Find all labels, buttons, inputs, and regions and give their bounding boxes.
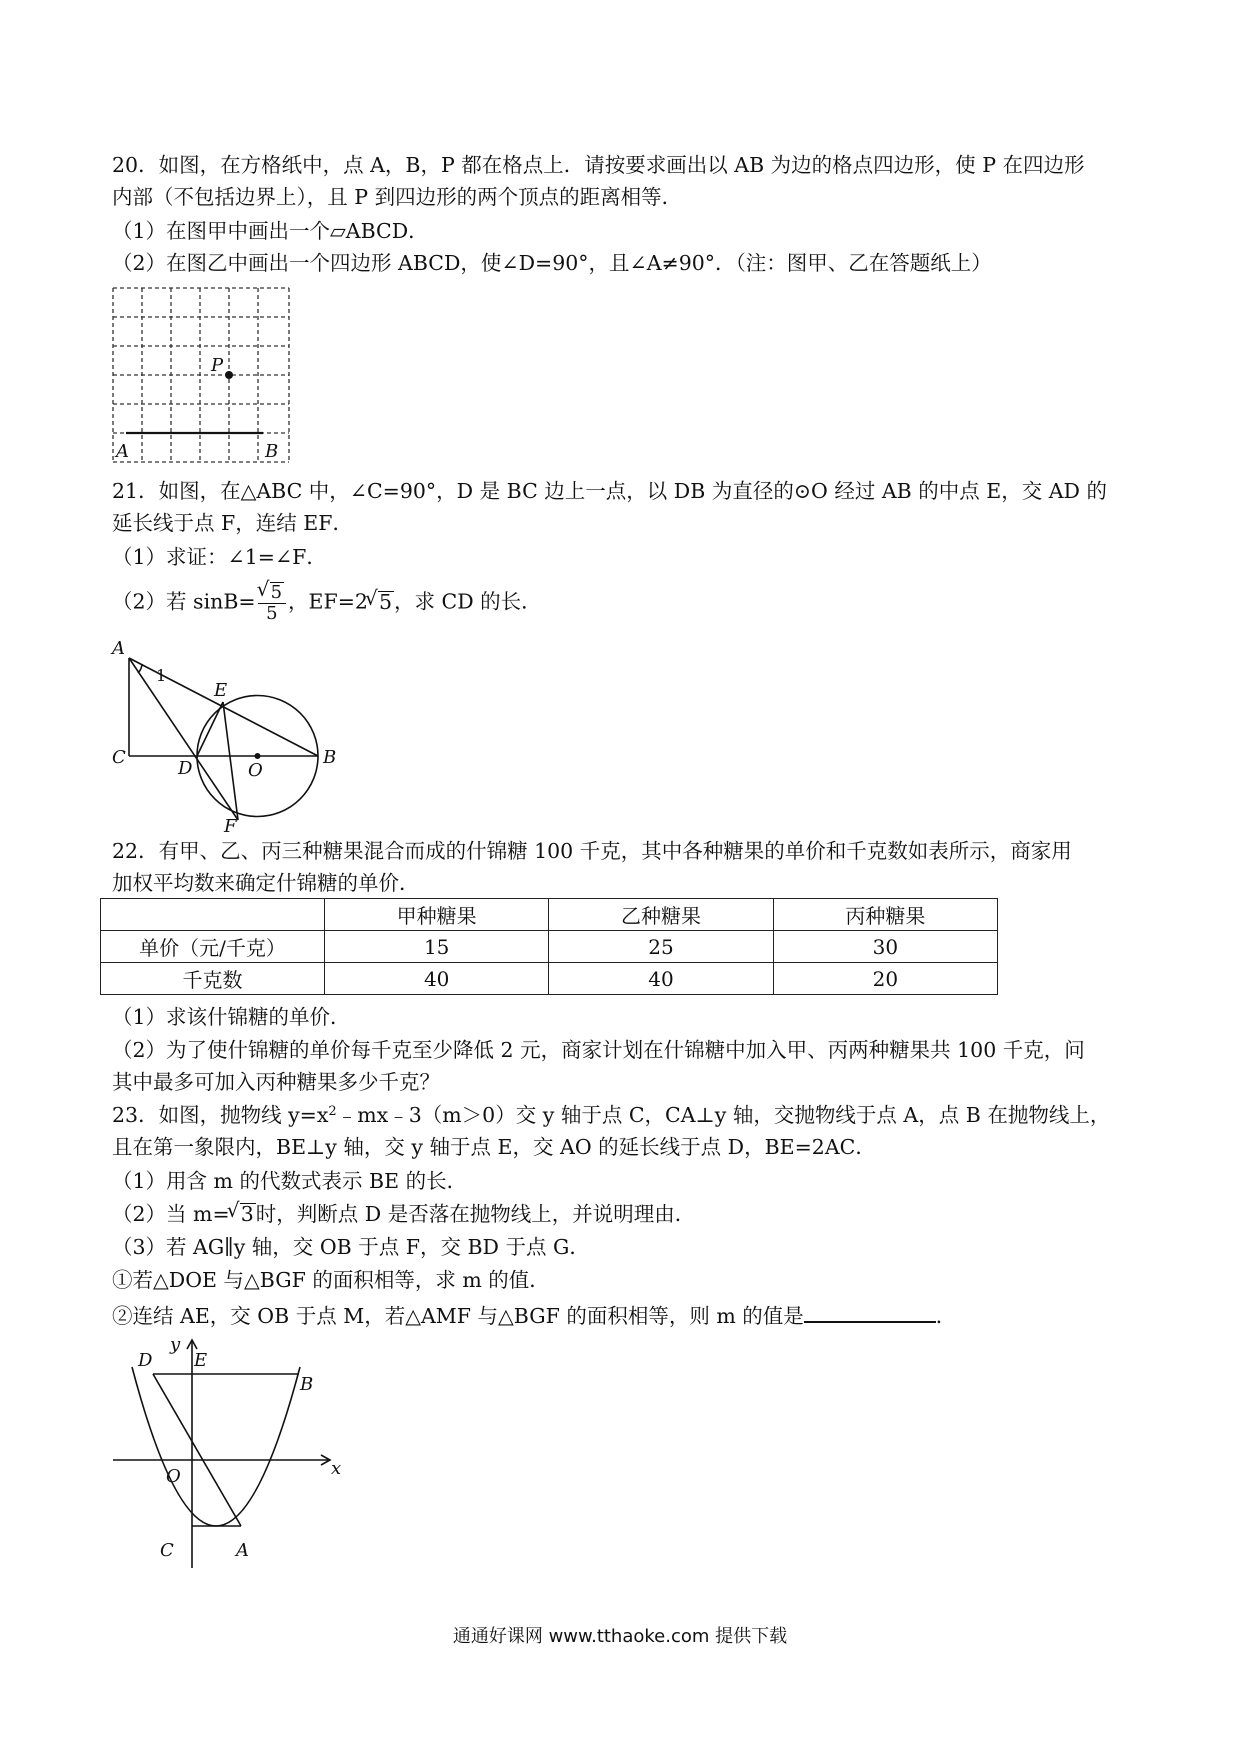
label-b: B: [265, 441, 279, 462]
q23-line2: 且在第一象限内，BE⊥y 轴，交 y 轴于点 E，交 AO 的延长线于点 D，BE=2AC．: [112, 1135, 876, 1159]
label-e23: E: [194, 1350, 208, 1371]
label-f: F: [224, 816, 237, 834]
grid-lines: [113, 288, 289, 462]
label-b23: B: [300, 1374, 314, 1395]
q20-grid-figure: [108, 282, 294, 468]
q23-part2-suffix: 时，判断点 D 是否落在抛物线上，并说明理由．: [255, 1202, 696, 1226]
table-header-cell: 甲种糖果: [325, 899, 549, 931]
table-row: [101, 963, 998, 995]
q22-part1: （1）求该什锦糖的单价．: [112, 1005, 351, 1029]
q23-figure: [108, 1330, 348, 1570]
q23-part3: （3）若 AG∥y 轴，交 OB 于点 F，交 BD 于点 G．: [112, 1235, 590, 1259]
center-o: [255, 753, 261, 759]
table-cell: 单价（元/千克）: [101, 931, 325, 963]
q23-part2-prefix: （2）当 m=: [112, 1202, 230, 1226]
label-1: 1: [156, 666, 167, 685]
table-header-cell: 乙种糖果: [549, 899, 773, 931]
q23-sub1: ①若△DOE 与△BGF 的面积相等，求 m 的值．: [112, 1268, 550, 1292]
sinb-fraction: [258, 582, 286, 624]
label-o: O: [248, 760, 263, 781]
answer-blank: [804, 1299, 936, 1323]
q21-part2-prefix: （2）若 sinB=: [112, 589, 256, 614]
table-cell: 40: [325, 963, 549, 995]
q23-sub2: [112, 1299, 956, 1330]
q21-figure: [108, 636, 348, 834]
table-cell: 15: [325, 931, 549, 963]
sqrt-5-ef: √ 5: [378, 591, 394, 612]
q23-line1-b: ﹣mx﹣3（m＞0）交 y 轴于点 C，CA⊥y 轴，交抛物线于点 A，点 B 在抛物线上，: [336, 1103, 1111, 1127]
q21-part2-mid: ，EF=2: [288, 589, 368, 614]
label-p: P: [211, 355, 224, 376]
exponent-2: 2: [328, 1103, 337, 1119]
label-a: A: [116, 441, 129, 462]
table-cell: 30: [773, 931, 997, 963]
sqrt-3: √ 3: [240, 1203, 256, 1224]
q20-line1: 20．如图，在方格纸中，点 A，B，P 都在格点上．请按要求画出以 AB 为边的格点四边形，使 P 在四边形: [112, 153, 1085, 177]
label-e: E: [214, 680, 228, 701]
q23-sub2-text: ②连结 AE，交 OB 于点 M，若△AMF 与△BGF 的面积相等，则 m 的值是: [112, 1304, 804, 1328]
q21-part1: （1）求证：∠1=∠F．: [112, 545, 327, 569]
point-p: [225, 371, 233, 379]
table-header-cell: 丙种糖果: [773, 899, 997, 931]
q20-part2: （2）在图乙中画出一个四边形 ABCD，使∠D=90°，且∠A≠90°．（注：图甲、乙在答题纸上）: [112, 251, 992, 275]
q23-line1-a: 23．如图，抛物线 y=x: [112, 1103, 329, 1127]
label-x: x: [331, 1458, 342, 1479]
label-a23: A: [236, 1540, 249, 1561]
table-cell: 25: [549, 931, 773, 963]
label-o23: O: [166, 1466, 181, 1487]
q23-line1: [112, 1101, 1110, 1129]
q21-part2: [112, 582, 542, 624]
q22-part2-line2: 其中最多可加入丙种糖果多少千克？: [112, 1070, 440, 1094]
page-footer: 通通好课网 www.tthaoke.com 提供下载: [452, 1626, 788, 1647]
label-d23: D: [138, 1350, 153, 1371]
label-b21: B: [323, 747, 337, 768]
q22-part2-line1: （2）为了使什锦糖的单价每千克至少降低 2 元，商家计划在什锦糖中加入甲、丙两种糖果共 100 千克，问: [112, 1038, 1085, 1062]
table-header-row: [101, 899, 998, 931]
sinb-denominator: 5: [266, 603, 278, 624]
q21-line2: 延长线于点 F，连结 EF．: [112, 511, 353, 535]
segment-da: [153, 1374, 241, 1526]
table-cell: 千克数: [101, 963, 325, 995]
q20-part1: （1）在图甲中画出一个▱ABCD．: [112, 219, 429, 243]
table-header-cell: [101, 899, 325, 931]
sqrt-5-num: √ 5: [270, 582, 284, 603]
table-cell: 20: [773, 963, 997, 995]
q21-part2-suffix: ，求 CD 的长．: [394, 589, 542, 614]
label-y: y: [170, 1334, 181, 1355]
parabola: [132, 1367, 300, 1526]
q21-line1: 21．如图，在△ABC 中，∠C=90°，D 是 BC 边上一点，以 DB 为直径的⊙O 经过 AB 的中点 E，交 AD 的: [112, 479, 1107, 503]
q23-part1: （1）用含 m 的代数式表示 BE 的长．: [112, 1169, 468, 1193]
candy-table: [100, 898, 998, 995]
label-c23: C: [160, 1540, 174, 1561]
table-row: [101, 931, 998, 963]
label-c: C: [112, 747, 126, 768]
label-d: D: [178, 758, 193, 779]
label-a21: A: [112, 638, 125, 659]
q22-line1: 22．有甲、乙、丙三种糖果混合而成的什锦糖 100 千克，其中各种糖果的单价和千克数如表所示，商家用: [112, 839, 1072, 863]
q23-part2: [112, 1200, 695, 1228]
table-cell: 40: [549, 963, 773, 995]
q20-line2: 内部（不包括边界上），且 P 到四边形的两个顶点的距离相等．: [112, 185, 683, 209]
angle-1-arc: [138, 664, 142, 673]
q23-sub2-end: ．: [935, 1304, 957, 1328]
q22-line2: 加权平均数来确定什锦糖的单价．: [112, 871, 420, 895]
